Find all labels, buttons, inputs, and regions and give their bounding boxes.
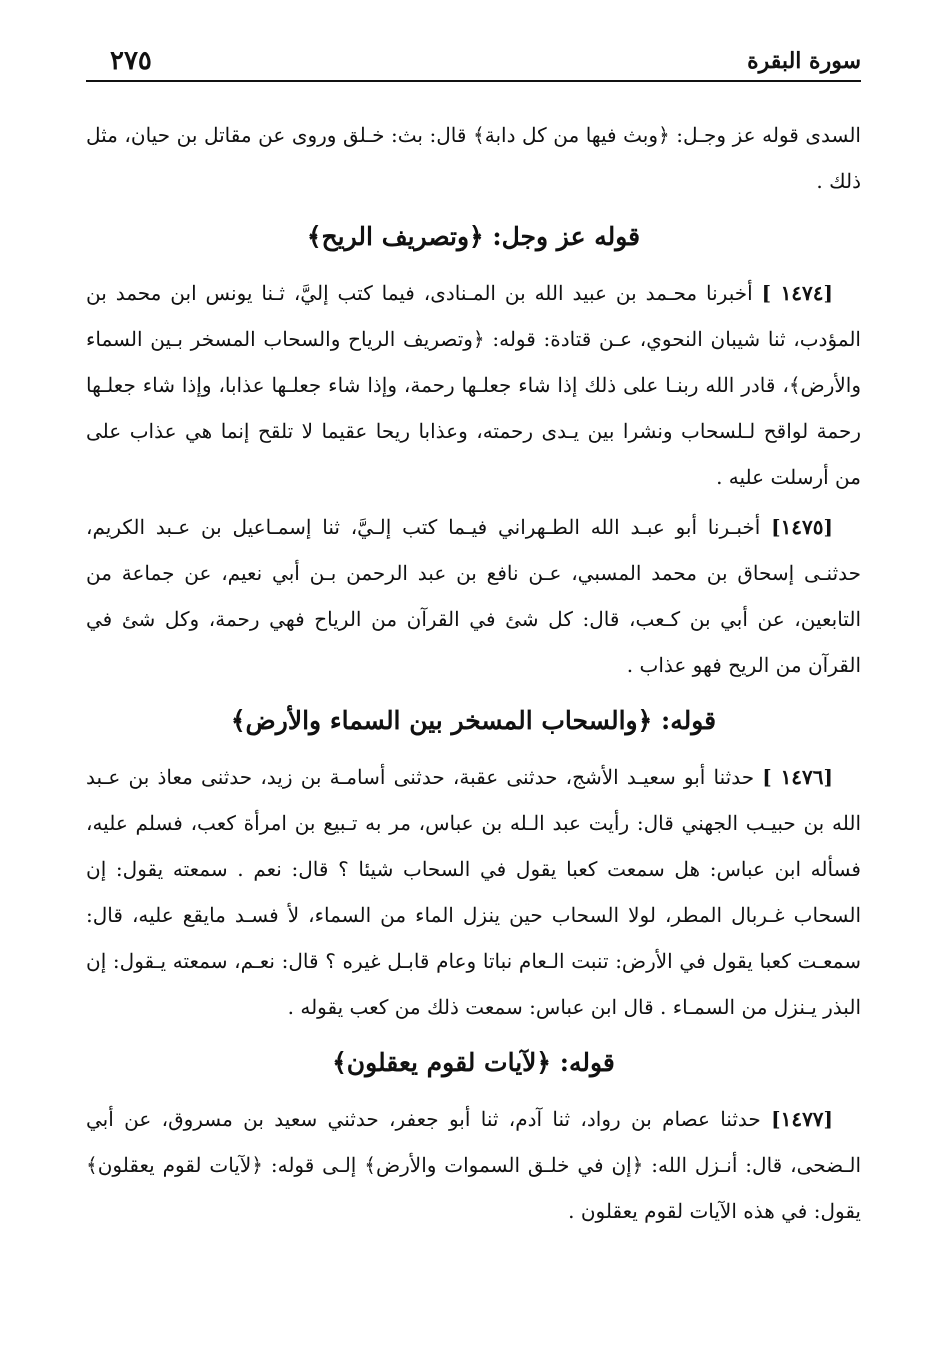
- surah-title: سورة البقرة: [747, 48, 861, 74]
- paragraph-1474-text: أخبرنا محـمد بن عبيد الله بن المـنادى، فيما كتب إليَّ، ثـنا يونس ابن محمد بن المؤدب، ثنا شيبان النحوي، عـن قتادة: قوله: ﴿وتصريف الرياح والسحاب المسخر بـين السماء والأرض﴾، قادر الله ربنـا على ذلك إذا شاء جعلـها رحمة، وإذا شاء جعلـها عذابا، وإذا شاء جعلـها رحمة لواقح لـلسحاب ونشرا بين يـدى رحمته، وعذابا ريحا عقيما لا تلقح إنما هي عذاب على من أرسلت عليه .: [86, 281, 861, 489]
- paragraph-1474: [86, 270, 861, 500]
- section-heading-2: قوله: ﴿والسحاب المسخر بين السماء والأرض﴾: [230, 706, 717, 735]
- section-heading-3: قوله: ﴿لآيات لقوم يعقلون﴾: [332, 1048, 615, 1077]
- paragraph-1477-text: حدثنا عصام بن رواد، ثنا آدم، ثنا أبو جعفر، حدثني سعيد بن مسروق، عن أبي الـضحى، قال: أنـزل الله: ﴿إن في خلـق السموات والأرض﴾ إلـى قوله: ﴿لآيات لقوم يعقلون﴾ يقول: في هذه الآيات لقوم يعقلون .: [86, 1107, 861, 1223]
- hadith-number-1476: [١٤٧٦ ]: [762, 765, 833, 789]
- paragraph-1477: [86, 1096, 861, 1234]
- paragraph-1476: [86, 754, 861, 1030]
- page-body: [86, 112, 861, 1238]
- page-number: ٢٧٥: [110, 46, 152, 76]
- paragraph-1475-text: أخبـرنا أبو عبـد الله الطـهراني فيـما كتب إلـيَّ، ثنا إسمـاعيل بن عـبد الكريم، حدثنـى إسحاق بن محمد المسبي، عـن نافع بن عبد الرحمن بـن أبي نعيم، عن جماعة من التابعين، عن أبي بن كـعب، قال: كل شئ في القرآن من الرياح فهي رحمة، وكل شئ في القرآن من الريح فهو عذاب .: [86, 515, 861, 677]
- hadith-number-1477: [١٤٧٧]: [771, 1107, 834, 1131]
- page-header: [86, 40, 861, 82]
- hadith-number-1475: [١٤٧٥]: [771, 515, 833, 539]
- hadith-number-1474: [١٤٧٤ ]: [761, 281, 833, 305]
- section-heading-1: قوله عز وجل: ﴿وتصريف الريح﴾: [306, 222, 641, 251]
- paragraph-intro: السدى قوله عز وجـل: ﴿وبث فيها من كل دابة﴾ قال: بث: خـلق وروى عن مقاتل بن حيان، مثل ذلك .: [86, 123, 861, 193]
- paragraph-1476-text: حدثنا أبو سعيـد الأشج، حدثنى عقبة، حدثنى أسامـة بن زيد، حدثنى معاذ بن عـبد الله بن حبيـب الجهني قال: رأيت عبد الـله بن عباس، مر به تـبيع بن امرأة كعب، فسلم عليه، فسأله ابن عباس: هل سمعت كعبا يقول في السحاب شيئا ؟ قال: نعم . سمعته يقول: إن السحاب غـربال المطر، لولا السحاب حين ينزل الماء من السماء، لأ فسـد مايقع عليه، قال: سمعـت كعبا يقول في الأرض: تنبت الـعام نباتا وعام قابـل غيره ؟ قال: نعـم، سمعته يـقول: إن البذر يـنزل من السمـاء . قال ابن عباس: سمعت ذلك من كعب يقوله .: [86, 765, 861, 1019]
- paragraph-1475: [86, 504, 861, 688]
